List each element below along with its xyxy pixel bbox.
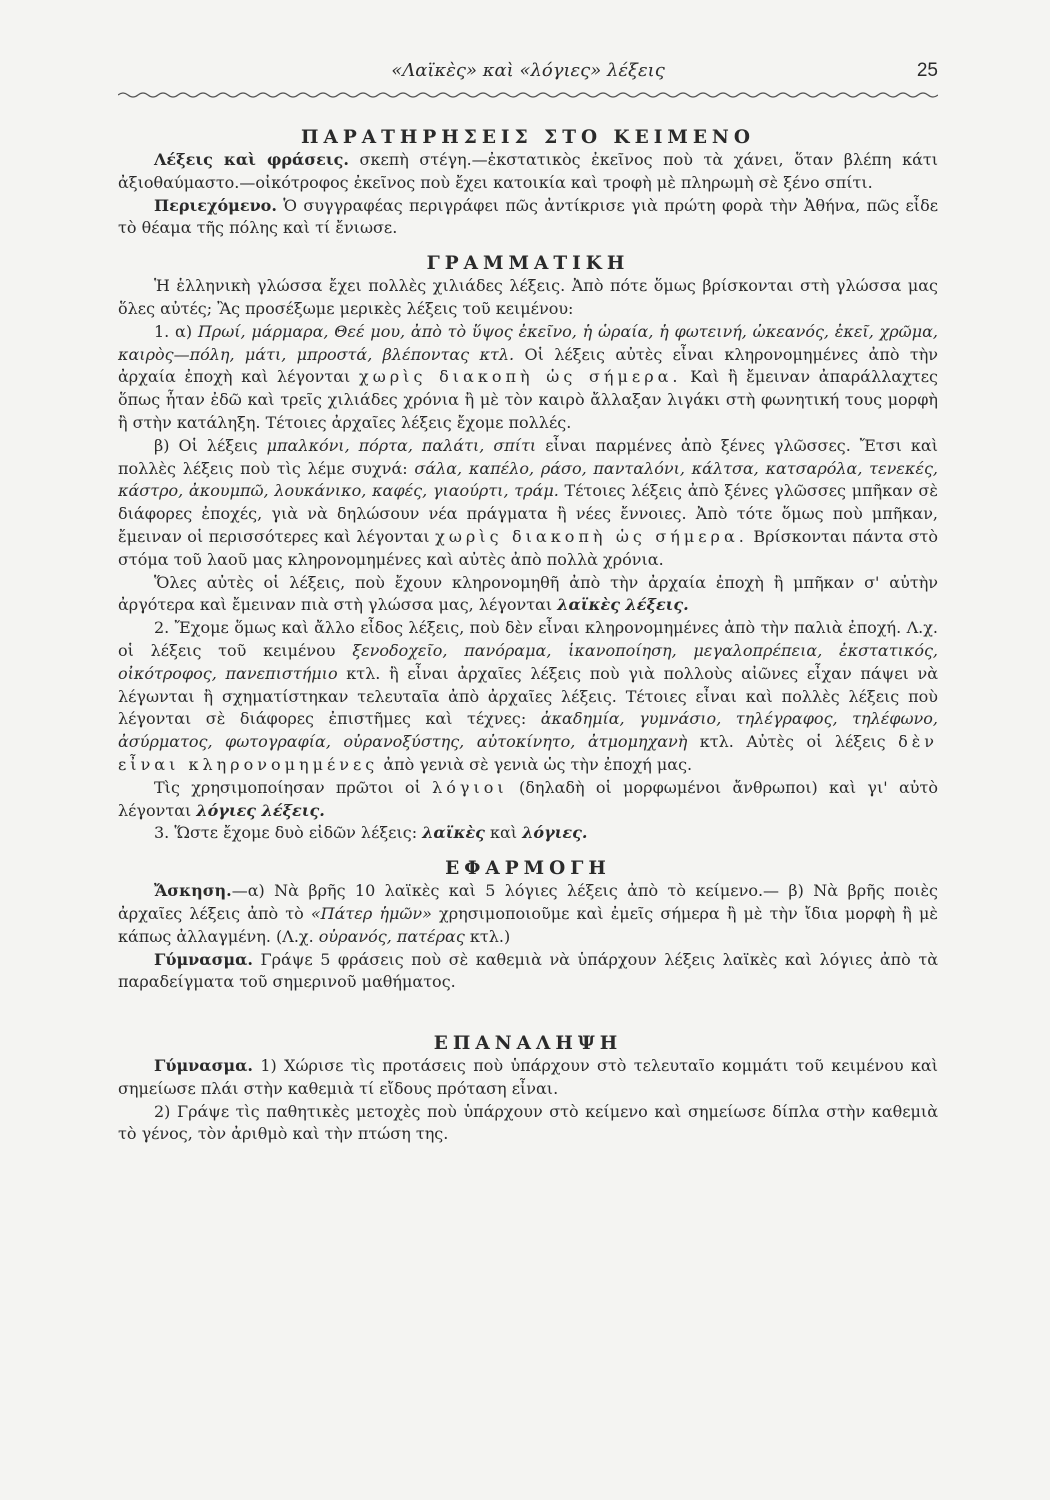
section-title-grammar: ΓΡΑΜΜΑΤΙΚΗ: [426, 253, 630, 275]
label-drill: Γύμνασμα.: [154, 949, 253, 969]
p5-mid: (δηλαδὴ οἱ μορφωμένοι ἄνθρωποι) καὶ γι' αὐτὸ λέγονται: [118, 777, 938, 820]
p2-words: μπαλκόνι, πόρτα, παλάτι, σπίτι: [266, 435, 537, 455]
p3-term: λαϊκὲς λέξεις.: [557, 595, 689, 615]
p6-and: καὶ: [490, 823, 518, 843]
application-drill: [118, 949, 938, 995]
p3-text: Ὅλες αὐτὲς οἱ λέξεις, ποὺ ἔχουν κληρονομηθῆ ἀπὸ τὴν ἀρχαία ἐποχὴ ἢ μπῆκαν σ' αὐτὴν ἀργότερα καὶ ἔμειναν πιὰ στὴ γλώσσα μας, λέγονται: [118, 572, 938, 615]
grammar-paragraph-5: [118, 777, 938, 823]
application-exercise: [118, 880, 938, 948]
p2-cont: Τέτοιες λέξεις ἀπὸ ξένες γλῶσσες μπῆκαν σὲ διάφορες ἐποχές, γιὰ νὰ δηλώσουν νέα πράγματα ἢ νέες ἔννοιες. Ἀπὸ τότε ὅμως ποὺ μπῆκαν, ἔμειναν οἱ περισσότερες καὶ λέγονται: [118, 481, 938, 546]
content-text: Ὁ συγγραφέας περιγράφει πῶς ἀντίκρισε γιὰ πρώτη φορὰ τὴν Ἀθήνα, πῶς εἶδε τὸ θέαμα τῆς πόλης καὶ τί ἔνιωσε.: [118, 195, 939, 238]
section-title-application: ΕΦΑΡΜΟΓΗ: [445, 858, 611, 880]
p5-start: Τὶς χρησιμοποίησαν πρῶτοι οἱ: [154, 777, 421, 797]
p1-words: Πρωί, μάρμαρα, Θεέ μου, ἀπὸ τὸ ὕψος ἐκεῖνο, ἡ ὡραία, ἡ φωτεινή, ὠκεανός, ἐκεῖ, χρῶμα, καιρὸς—πόλη, μάτι, μπροστά, βλέποντας κτλ.: [118, 321, 938, 364]
exercise-text-a: —α) Νὰ βρῆς 10 λαϊκὲς καὶ 5 λόγιες λέξεις ἀπὸ τὸ κείμενο.— β) Νὰ βρῆς ποιὲς ἀρχαῖες λέξεις ἀπὸ τὸ: [118, 881, 938, 923]
review-item-2: 2) Γράψε τὶς παθητικὲς μετοχὲς ποὺ ὑπάρχουν στὸ κείμενο καὶ σημείωσε δίπλα στὴν καθεμιὰ τὸ γένος, τὸν ἀριθμὸ καὶ τὴν πτώση της.: [118, 1101, 938, 1144]
p1-end: Καὶ ἢ ἔμειναν ἀπαράλλαχτες ὅπως ἦταν ἐδῶ καὶ τρεῖς χιλιάδες χρόνια ἢ μὲ τὸν καιρὸ ἄλλαξαν λιγάκι στὴ φωνητική τους μορφὴ ἢ στὴν κατάληξη. Τέτοιες ἀρχαῖες λέξεις ἔχομε πολλές.: [118, 367, 938, 432]
p2-start: β) Οἱ λέξεις: [154, 435, 258, 455]
p4-list: ἀκαδημία, γυμνάσιο, τηλέγραφος, τηλέφωνο, ἀσύρματος, φωτογραφία, οὐρανοξύστης, αὐτοκίνητο, ἀτμομηχανὴ: [118, 709, 938, 752]
label-review-drill: Γύμνασμα.: [154, 1056, 253, 1076]
p6-term2: λόγιες.: [522, 823, 588, 843]
drill-text: Γράψε 5 φράσεις ποὺ σὲ καθεμιὰ νὰ ὑπάρχουν λέξεις λαϊκὲς καὶ λόγιες ἀπὸ τὰ παραδείγματα τοῦ σημερινοῦ μαθήματος.: [118, 949, 938, 992]
exercise-text-b: χρησιμοποιοῦμε καὶ ἐμεῖς σήμερα ἢ μὲ τὴν ἴδια μορφὴ ἢ μὲ κάπως ἀλλαγμένη. (Λ.χ.: [118, 903, 938, 946]
label-words: Λέξεις καὶ φράσεις.: [154, 150, 349, 169]
grammar-paragraph-2: [118, 435, 938, 572]
wavy-rule-line: [118, 93, 938, 97]
p4-end2: ἀπὸ γενιὰ σὲ γενιὰ ὡς τὴν ἐποχή μας.: [383, 754, 693, 774]
page-header: [118, 60, 938, 84]
p5-term: λόγιες λέξεις.: [196, 800, 325, 820]
running-title: «Λαϊκὲς» καὶ «λόγιες» λέξεις: [391, 60, 665, 81]
p1-spaced: χωρὶς διακοπὴ ὡς σήμερα.: [359, 367, 682, 387]
exercise-end: κτλ.): [469, 926, 511, 946]
section-title-observations: ΠΑΡΑΤΗΡΗΣΕΙΣ ΣΤΟ ΚΕΙΜΕΝΟ: [301, 127, 755, 148]
page-number: 25: [916, 60, 938, 81]
review-item-1: [118, 1055, 938, 1101]
p6-start: 3. Ὥστε ἔχομε δυὸ εἰδῶν λέξεις:: [154, 823, 418, 843]
exercise-quote: «Πάτερ ἡμῶν»: [310, 903, 432, 923]
p5-spaced: λόγιοι: [432, 777, 508, 797]
p2-mid: εἶναι παρμένες ἀπὸ ξένες γλῶσσες. Ἔτσι καὶ πολλὲς λέξεις ποὺ τὶς λέμε συχνά:: [118, 435, 939, 478]
label-exercise: Ἄσκηση.: [154, 881, 232, 901]
p4-spaced: δὲν εἶναι κληρονομημένες: [118, 732, 939, 774]
p1-mid: Οἱ λέξεις αὐτὲς εἶναι κληρονομημένες ἀπὸ τὴν ἀρχαία ἐποχὴ καὶ λέγονται: [118, 344, 938, 387]
grammar-paragraph-3: [118, 572, 938, 618]
p2-spaced: χωρὶς διακοπὴ ὡς σήμερα.: [435, 526, 748, 546]
paragraph-words: [118, 149, 938, 195]
wavy-rule: [118, 90, 938, 100]
p4-start: 2. Ἔχομε ὅμως καὶ ἄλλο εἶδος λέξεις, ποὺ δὲν εἶναι κληρονομημένες ἀπὸ τὴν παλιὰ ἐποχή. Λ.χ. οἱ λέξεις τοῦ κειμένου: [118, 618, 938, 660]
grammar-paragraph-6: [118, 822, 938, 845]
grammar-paragraph-1: [118, 321, 938, 435]
paragraph-content: [118, 195, 938, 241]
grammar-intro: Ἡ ἑλληνικὴ γλώσσα ἔχει πολλὲς χιλιάδες λέξεις. Ἀπὸ πότε ὅμως βρίσκονται στὴ γλώσσα μας ὅλες αὐτές; Ἂς προσέξωμε μερικὲς λέξεις τοῦ κειμένου:: [118, 276, 938, 318]
p4-mid: κτλ. ἢ εἶναι ἀρχαῖες λέξεις ποὺ γιὰ πολλοὺς αἰῶνες εἶχαν πάψει νὰ λέγωνται ἢ σχηματίστηκαν τελευταῖα ἀπὸ ἀρχαῖες λέξεις. Τέτοιες εἶναι καὶ πολλὲς λέξεις ποὺ λέγονται σὲ διάφορες ἐπιστῆμες καὶ τέχνες:: [118, 663, 939, 729]
p4-end1: κτλ. Αὐτὲς οἱ λέξεις: [699, 732, 886, 752]
p4-words: ξενοδοχεῖο, πανόραμα, ἱκανοποίηση, μεγαλοπρέπεια, ἐκστατικός, οἰκότροφος, πανεπιστήμιο: [118, 640, 938, 683]
p2-end: Βρίσκονται πάντα στὸ στόμα τοῦ λαοῦ μας κληρονομημένες καὶ αὐτὲς ἀπὸ πολλὰ χρόνια.: [118, 526, 939, 569]
p6-term1: λαϊκὲς: [422, 823, 485, 843]
words-text: σκεπὴ στέγη.—ἐκστατικὸς ἐκεῖνος ποὺ τὰ χάνει, ὅταν βλέπη κάτι ἀξιοθαύμαστο.—οἰκότροφος ἐκεῖνος ποὺ ἔχει κατοικία καὶ τροφὴ μὲ πληρωμὴ σὲ ξένο σπίτι.: [118, 150, 939, 192]
section-title-review: ΕΠΑΝΑΛΗΨΗ: [433, 1033, 623, 1055]
review-item-1-text: 1) Χώρισε τὶς προτάσεις ποὺ ὑπάρχουν στὸ τελευταῖο κομμάτι τοῦ κειμένου καὶ σημείωσε πλάι στὴν καθεμιὰ τί εἴδους πρόταση εἶναι.: [118, 1056, 939, 1098]
label-content: Περιεχόμενο.: [154, 195, 277, 215]
p2-list: σάλα, καπέλο, ράσο, πανταλόνι, κάλτσα, κατσαρόλα, τενεκές, κάστρο, ἀκουμπῶ, λουκάνικο, καφές, γιαούρτι, τράμ.: [118, 458, 938, 501]
exercise-examples: οὐρανός, πατέρας: [318, 926, 465, 946]
grammar-paragraph-4: [118, 617, 938, 777]
p1-start: 1. α): [154, 321, 193, 341]
